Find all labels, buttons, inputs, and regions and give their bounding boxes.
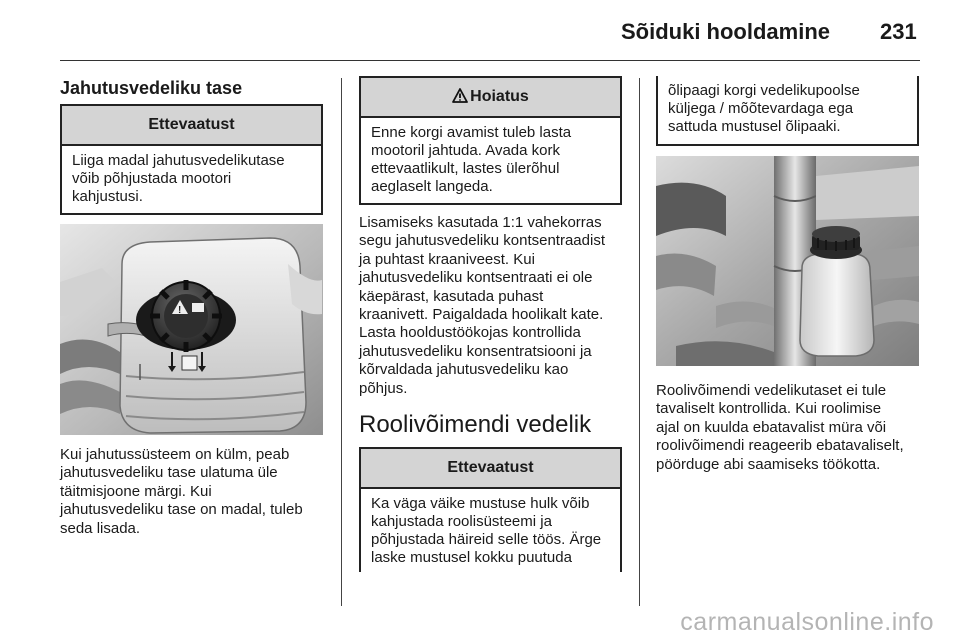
caution-box-title: Ettevaatust: [361, 449, 620, 489]
column-divider-2: [639, 78, 640, 606]
caution-line: võib põhjustada mootori: [72, 170, 232, 187]
warning-box-title: Hoiatus: [470, 88, 529, 105]
paragraph-line: roolivõimendi reageerib ebatavaliselt,: [656, 437, 904, 455]
section-heading-power-steering: Roolivõimendi vedelik: [359, 411, 592, 438]
caution-line: kahjustusi.: [72, 188, 143, 205]
paragraph-line: Roolivõimendi vedelikutaset ei tule: [656, 382, 887, 399]
paragraph-line: põhjus.: [359, 379, 408, 397]
power-steering-illustration: [656, 156, 919, 366]
caution-line: Ka väga väike mustuse hulk võib: [371, 495, 590, 512]
warning-box-coolant: [359, 76, 622, 205]
caution-box-title: Ettevaatust: [62, 106, 321, 146]
paragraph-line: Lasta hooldustöökojas kontrollida: [359, 324, 581, 342]
svg-text:!: !: [178, 305, 182, 316]
paragraph-line: jahutusvedeliku konsentratsiooni ja: [359, 342, 592, 360]
warning-triangle-icon: [452, 88, 468, 103]
coolant-reservoir-image: [60, 224, 323, 435]
caution-line: õlipaagi korgi vedelikupoolse: [668, 82, 860, 99]
paragraph-line: seda lisada.: [60, 519, 141, 537]
warning-box-body: [361, 118, 620, 202]
paragraph-line: segu jahutusvedeliku kontsentraadist: [359, 232, 605, 250]
warning-line: Enne korgi avamist tuleb lasta: [371, 124, 572, 141]
watermark: carmanualsonline.info: [680, 608, 934, 636]
paragraph-line: pöörduge abi saamiseks töökotta.: [656, 455, 881, 473]
paragraph-line: jahutusvedeliku tase on madal, tuleb: [60, 501, 303, 519]
caution-line: laske mustusel kokku puutuda: [371, 549, 572, 566]
caution-box-continued: [656, 76, 919, 146]
caution-box-body: [658, 76, 917, 142]
coolant-paragraph: [60, 446, 303, 538]
warning-box-title-bar: [361, 78, 620, 118]
coolant-reservoir-illustration: [60, 224, 323, 435]
paragraph-line: täitmisjoone märgi. Kui: [60, 482, 212, 500]
caution-line: sattuda mustusel õlipaaki.: [668, 118, 841, 135]
paragraph-line: jahutusvedeliku kontsentraati ei ole: [359, 269, 593, 287]
caution-line: põhjustada häireid selle töös. Ärge: [371, 531, 602, 548]
power-steering-reservoir-image: [656, 156, 919, 366]
paragraph-line: Lisamiseks kasutada 1:1 vahekorras: [359, 214, 602, 231]
warning-line: aeglaselt langeda.: [371, 178, 493, 195]
column-divider-1: [341, 78, 342, 606]
caution-box-body: [361, 489, 620, 573]
steering-paragraph: [656, 382, 904, 474]
paragraph-line: tavaliselt kontrollida. Kui roolimise: [656, 400, 882, 418]
paragraph-line: käepärast, kasutada puhast: [359, 287, 544, 305]
caution-line: kahjustada roolisüsteemi ja: [371, 513, 552, 530]
page-header-title: Sõiduki hooldamine: [620, 19, 830, 44]
caution-line: Liiga madal jahutusvedelikutase: [72, 152, 285, 169]
paragraph-line: Kui jahutussüsteem on külm, peab: [60, 446, 290, 463]
warning-line: ettevaatlikult, lastes ülerõhul: [371, 160, 560, 177]
caution-line: küljega / mõõtevardaga ega: [668, 100, 854, 117]
header-rule: [60, 60, 920, 61]
paragraph-line: ajal on kuulda ebatavalist müra või: [656, 418, 887, 436]
mixing-paragraph: [359, 214, 605, 398]
paragraph-line: ja puhtast kraaniveest. Kui: [359, 250, 535, 268]
paragraph-line: kraanivett. Paigaldada hoolikalt kate.: [359, 306, 604, 324]
section-heading-coolant-level: Jahutusvedeliku tase: [60, 78, 243, 98]
warning-line: mootoril jahtuda. Avada kork: [371, 142, 561, 159]
page-number: 231: [880, 19, 917, 44]
caution-box-body: [62, 146, 321, 212]
caution-box-coolant: [60, 104, 323, 215]
paragraph-line: jahutusvedeliku tase ulatuma üle: [60, 464, 278, 482]
caution-box-steering: [359, 447, 622, 572]
paragraph-line: kõrvaldada jahutusvedeliku kao: [359, 361, 569, 379]
